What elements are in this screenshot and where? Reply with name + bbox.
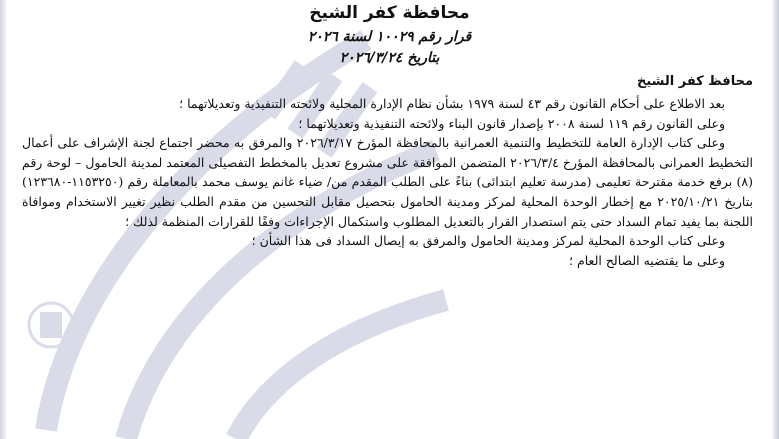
- decree-number: قرار رقم ١٠٠٢٩ لسنة ٢٠٢٦: [307, 29, 472, 45]
- governorate-title: محافظة كفر الشيخ: [309, 3, 470, 23]
- preamble-paragraph: وعلى كتاب الإدارة العامة للتخطيط والتنمية العمرانية بالمحافظة المؤرخ ٢٠٢٦/٣/١٧ والمرفق به محضر اجتماع لجنة الإشراف على أعمال التخطيط العمرانى بالمحافظة المؤرخ ٢٠٢٦/٣/٤ المتضمن الموافقة على مشروع تعديل بالمخطط التفصيلى المعتمد لمدينة الحامول – لوحة رقم (٨) برفع خدمة مقترحة تعليمى (مدرسة تعليم ابتدائى) بناءً على الطلب المقدم من/ ضياء غانم يوسف محمد بالمعاملة رقم (١١٥٣٢٥٠-١٢٣٦٨٠) بتاريخ ٢٠٢٥/١٠/٢١ مع إخطار الوحدة المحلية لمركز ومدينة الحامول بتحصيل مقابل التحسين من مقدم الطلب نظير تغيير الاستخدام وموافاة اللجنة بما يفيد تمام السداد حتى يتم استصدار القرار بالتعديل المطلوب واستكمال الإجراءات وفقًا للقرارات المنظمة لذلك ؛: [22, 135, 753, 229]
- preamble-paragraph: وعلى القانون رقم ١١٩ لسنة ٢٠٠٨ بإصدار قانون البناء ولائحته التنفيذية وتعديلاتهما ؛: [298, 115, 725, 131]
- preamble-paragraph: بعد الاطلاع على أحكام القانون رقم ٤٣ لسنة ١٩٧٩ بشأن نظام الإدارة المحلية ولائحته التنفيذية وتعديلاتهما ؛: [179, 96, 725, 111]
- addressee: محافظ كفر الشيخ: [636, 74, 753, 89]
- preamble-paragraph: وعلى كتاب الوحدة المحلية لمركز ومدينة الحامول والمرفق به إيصال السداد فى هذا الشأن ؛: [251, 233, 725, 249]
- preamble-paragraph: وعلى ما يقتضيه الصالح العام ؛: [569, 252, 725, 268]
- decree-date: بتاريخ ٢٠٢٦/٣/٢٤: [339, 50, 440, 66]
- decree-body: [22, 72, 753, 270]
